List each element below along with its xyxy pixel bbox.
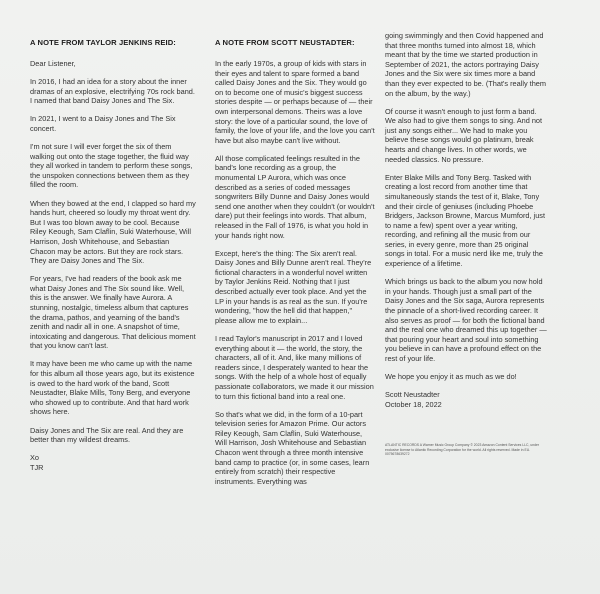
note-taylor-jenkins-reid bbox=[30, 38, 196, 481]
paragraph: All those complicated feelings resulted in the band's lone recording as a group, the monumental LP Aurora, which was once described as a series of coded messages songwriters Billy Dunne and Daisy Jones would send one another when they couldn't (or wouldn't dare) put their feelings into words. That album, released in the Fall of 1976, is what you hold in your hands right now. bbox=[215, 153, 375, 240]
legal-copyright-text: ATLANTIC RECORDS A Warner Music Group Company © 2023 Amazon Content Services LLC, under exclusive license to Atlantic Recording Corporation for the world. All rights reserved. Made in EU. 0075678639272 bbox=[385, 443, 540, 457]
date: October 18, 2022 bbox=[385, 399, 442, 409]
paragraph: I'm not sure I will ever forget the six of them walking out onto the stage together, the fluid way they all worked in tandem to perform these songs, the unspoken connections between them as they filled the room. bbox=[30, 142, 193, 190]
paragraph: Of course it wasn't enough to just form a band. We also had to give them songs to sing. And not just any songs either... We had to make you believe these songs would go platinum, break hearts and change lives. In other words, we needed classics. No pressure. bbox=[385, 106, 543, 164]
paragraph: going swimmingly and then Covid happened and that three months turned into almost 18, which meant that by the time we started production in September of 2021, the actors portraying Daisy Jones and the Six were six times more a band than they ever expected to be. (That's really them on the album, by the way.) bbox=[385, 31, 547, 98]
note-heading: A NOTE FROM TAYLOR JENKINS REID: bbox=[30, 38, 176, 47]
paragraph: Except, here's the thing: The Six aren't real. Daisy Jones and Billy Dunne aren't real. They're fictional characters in a wonderful novel written by Taylor Jenkins Reid. Nothing that I just described actually ever took place. And yet the LP in your hands is as real as the sun. If you're wondering, "how the hell did that happen," please allow me to explain... bbox=[215, 248, 372, 325]
paragraph: Enter Blake Mills and Tony Berg. Tasked with creating a lost record from another time that simultaneously stands the test of it, Blake, Tony and their circle of geniuses (including Phoebe Bridgers, Jackson Browne, Marcus Mumford, just to name a few) spent over a year writing, recording, and refining all the music from our series, in every genre, more than 25 original songs in total. For a music nerd like me, truly the experience of a lifetime. bbox=[385, 172, 545, 269]
note-scott-neustadter-continued bbox=[385, 31, 548, 457]
paragraph: In the early 1970s, a group of kids with stars in their eyes and talent to spare formed a band called Daisy Jones and the Six. They would go on to become one of music's biggest success stories despite — or perhaps because of — their own interpersonal demons. Theirs was a love story: the love of a particular sound, the love of family, the love of your life, and the love you can't have but also maybe can't live without. bbox=[215, 59, 375, 145]
paragraph: In 2016, I had an idea for a story about the inner dramas of an explosive, electrifying 70s rock band. I named that band Daisy Jones and The Six. bbox=[30, 77, 195, 106]
paragraph: When they bowed at the end, I clapped so hard my hands hurt, cheered so loudly my throat went dry. But I was too blown away to be cool. Because Riley Keough, Sam Claflin, Suki Waterhouse, Will Harrison, Josh Whitehouse, and Sebastian Chacon may be actors. But they are rock stars. They are Daisy Jones and The Six. bbox=[30, 198, 196, 266]
paragraph: We hope you enjoy it as much as we do! bbox=[385, 372, 517, 381]
signoff: Xo bbox=[30, 453, 39, 463]
initials: TJR bbox=[30, 462, 44, 472]
paragraph: I read Taylor's manuscript in 2017 and I loved everything about it — the world, the story, the characters, all of it. And, like many millions of readers since, I desperately wanted to hear the songs. With the help of a whole host of equally passionate collaborators, we made it our mission to turn this fictional band into a real one. bbox=[215, 333, 374, 401]
signature: Scott Neustadter bbox=[385, 390, 440, 400]
paragraph: Which brings us back to the album you now hold in your hands. Though just a small part of the Daisy Jones and the Six saga, Aurora represents the pinnacle of a short-lived recording career. It also serves as proof — for both the fictional band and the real one who dreamed this up together — that pouring your heart and soul into something you believe in can have a profound effect on the rest of your life. bbox=[385, 277, 547, 363]
note-heading: A NOTE FROM SCOTT NEUSTADTER: bbox=[215, 38, 355, 47]
paragraph: For years, I've had readers of the book ask me what Daisy Jones and The Six sound like. Well, this is the answer. We finally have Aurora. A stunning, nostalgic, timeless album that captures the drama, pathos, and yearning of the band's zenith and nadir all in one. A snapshot of time, intoxicating and dangerous. That delicious moment that you know can't last. bbox=[30, 274, 196, 351]
paragraph: In 2021, I went to a Daisy Jones and The Six concert. bbox=[30, 114, 176, 133]
paragraph: So that's what we did, in the form of a 10-part television series for Amazon Prime. Our actors Riley Keough, Sam Claflin, Suki Waterhouse, Will Harrison, Josh Whitehouse and Sebastian Chacon went through a three month intensive band camp to practice (or, in some cases, learn entirely from scratch) their respective instruments. Everything was bbox=[215, 409, 370, 486]
paragraph: Dear Listener, bbox=[30, 59, 76, 68]
paragraph: It may have been me who came up with the name for this album all those years ago, but its existence is owed to the hard work of the band, Scott Neustadter, Blake Mills, Tony Berg, and everyone who showed up to contribute. And that hard work shows here. bbox=[30, 359, 195, 417]
paragraph: Daisy Jones and The Six are real. And they are better than my wildest dreams. bbox=[30, 425, 184, 445]
note-scott-neustadter bbox=[215, 38, 375, 495]
